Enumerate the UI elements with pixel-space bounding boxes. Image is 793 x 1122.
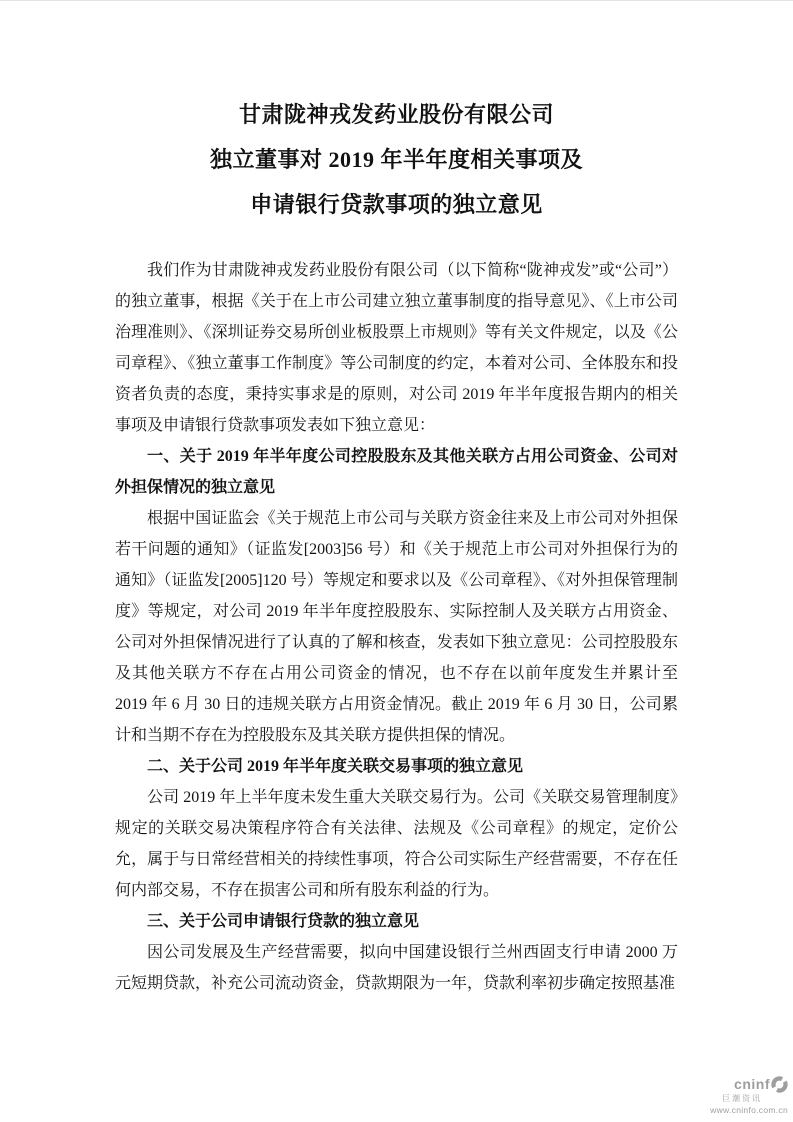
title-line-2: 独立董事对 2019 年半年度相关事项及 bbox=[209, 147, 583, 172]
cninfo-url: www.cninfo.com.cn bbox=[710, 1104, 788, 1115]
document-title bbox=[115, 92, 678, 227]
title-line-1: 甘肃陇神戎发药业股份有限公司 bbox=[238, 102, 554, 127]
cninfo-swirl-icon bbox=[771, 1076, 788, 1093]
cninfo-brand-text: cninf bbox=[734, 1076, 770, 1092]
cninfo-chinese-name: 巨潮资讯 bbox=[722, 1093, 763, 1103]
intro-paragraph: 我们作为甘肃陇神戎发药业股份有限公司（以下简称“陇神戎发”或“公司”）的独立董事，根据《关于在上市公司建立独立董事制度的指导意见》、《上市公司治理准则》、《深圳证券交易所创业板股票上市规则》等有关文件规定，以及《公司章程》、《独立董事工作制度》等公司制度的约定，本着对公司、全体股东和投资者负责的态度，秉持实事求是的原则，对公司 2019 年半年度报告期内的相关事项及申请银行贷款事项发表如下独立意见： bbox=[115, 262, 678, 434]
section-2-paragraph: 公司 2019 年上半年度未发生重大关联交易行为。公司《关联交易管理制度》规定的关联交易决策程序符合有关法律、法规及《公司章程》的规定，定价公允，属于与日常经营相关的持续性事项，符合公司实际生产经营需要，不存在任何内部交易，不存在损害公司和所有股东利益的行为。 bbox=[115, 789, 678, 899]
section-1-paragraph: 根据中国证监会《关于规范上市公司与关联方资金往来及上市公司对外担保若干问题的通知》（证监发[2003]56 号）和《关于规范上市公司对外担保行为的通知》（证监发[2005]120 号）等规定和要求以及《公司章程》、《对外担保管理制度》等规定，对公司 2019 年半年度控股股东、实际控制人及关联方占用资金、公司对外担保情况进行了认真的了解和核查，发表如下独立意见：公司控股股东及其他关联方不存在占用公司资金的情况，也不存在以前年度发生并累计至 2019 年 6 月 30 日的违规关联方占用资金情况。截止 2019 年 6 月 30 日，公司累计和当期不存在为控股股东及其关联方提供担保的情况。 bbox=[115, 510, 678, 744]
document-content bbox=[115, 1, 678, 999]
section-2-heading: 二、关于公司 2019 年半年度关联交易事项的独立意见 bbox=[147, 758, 524, 775]
document-body bbox=[115, 255, 678, 999]
section-3-paragraph: 因公司发展及生产经营需要，拟向中国建设银行兰州西固支行申请 2000 万元短期贷款，补充公司流动资金，贷款期限为一年，贷款利率初步确定按照基准 bbox=[115, 944, 678, 992]
title-line-3: 申请银行贷款事项的独立意见 bbox=[250, 192, 543, 217]
section-1-heading: 一、关于 2019 年半年度公司控股股东及其他关联方占用公司资金、公司对外担保情况的独立意见 bbox=[115, 448, 678, 496]
cninfo-logo bbox=[710, 1076, 788, 1093]
section-3-heading: 三、关于公司申请银行贷款的独立意见 bbox=[147, 913, 420, 930]
cninfo-watermark bbox=[710, 1076, 788, 1115]
